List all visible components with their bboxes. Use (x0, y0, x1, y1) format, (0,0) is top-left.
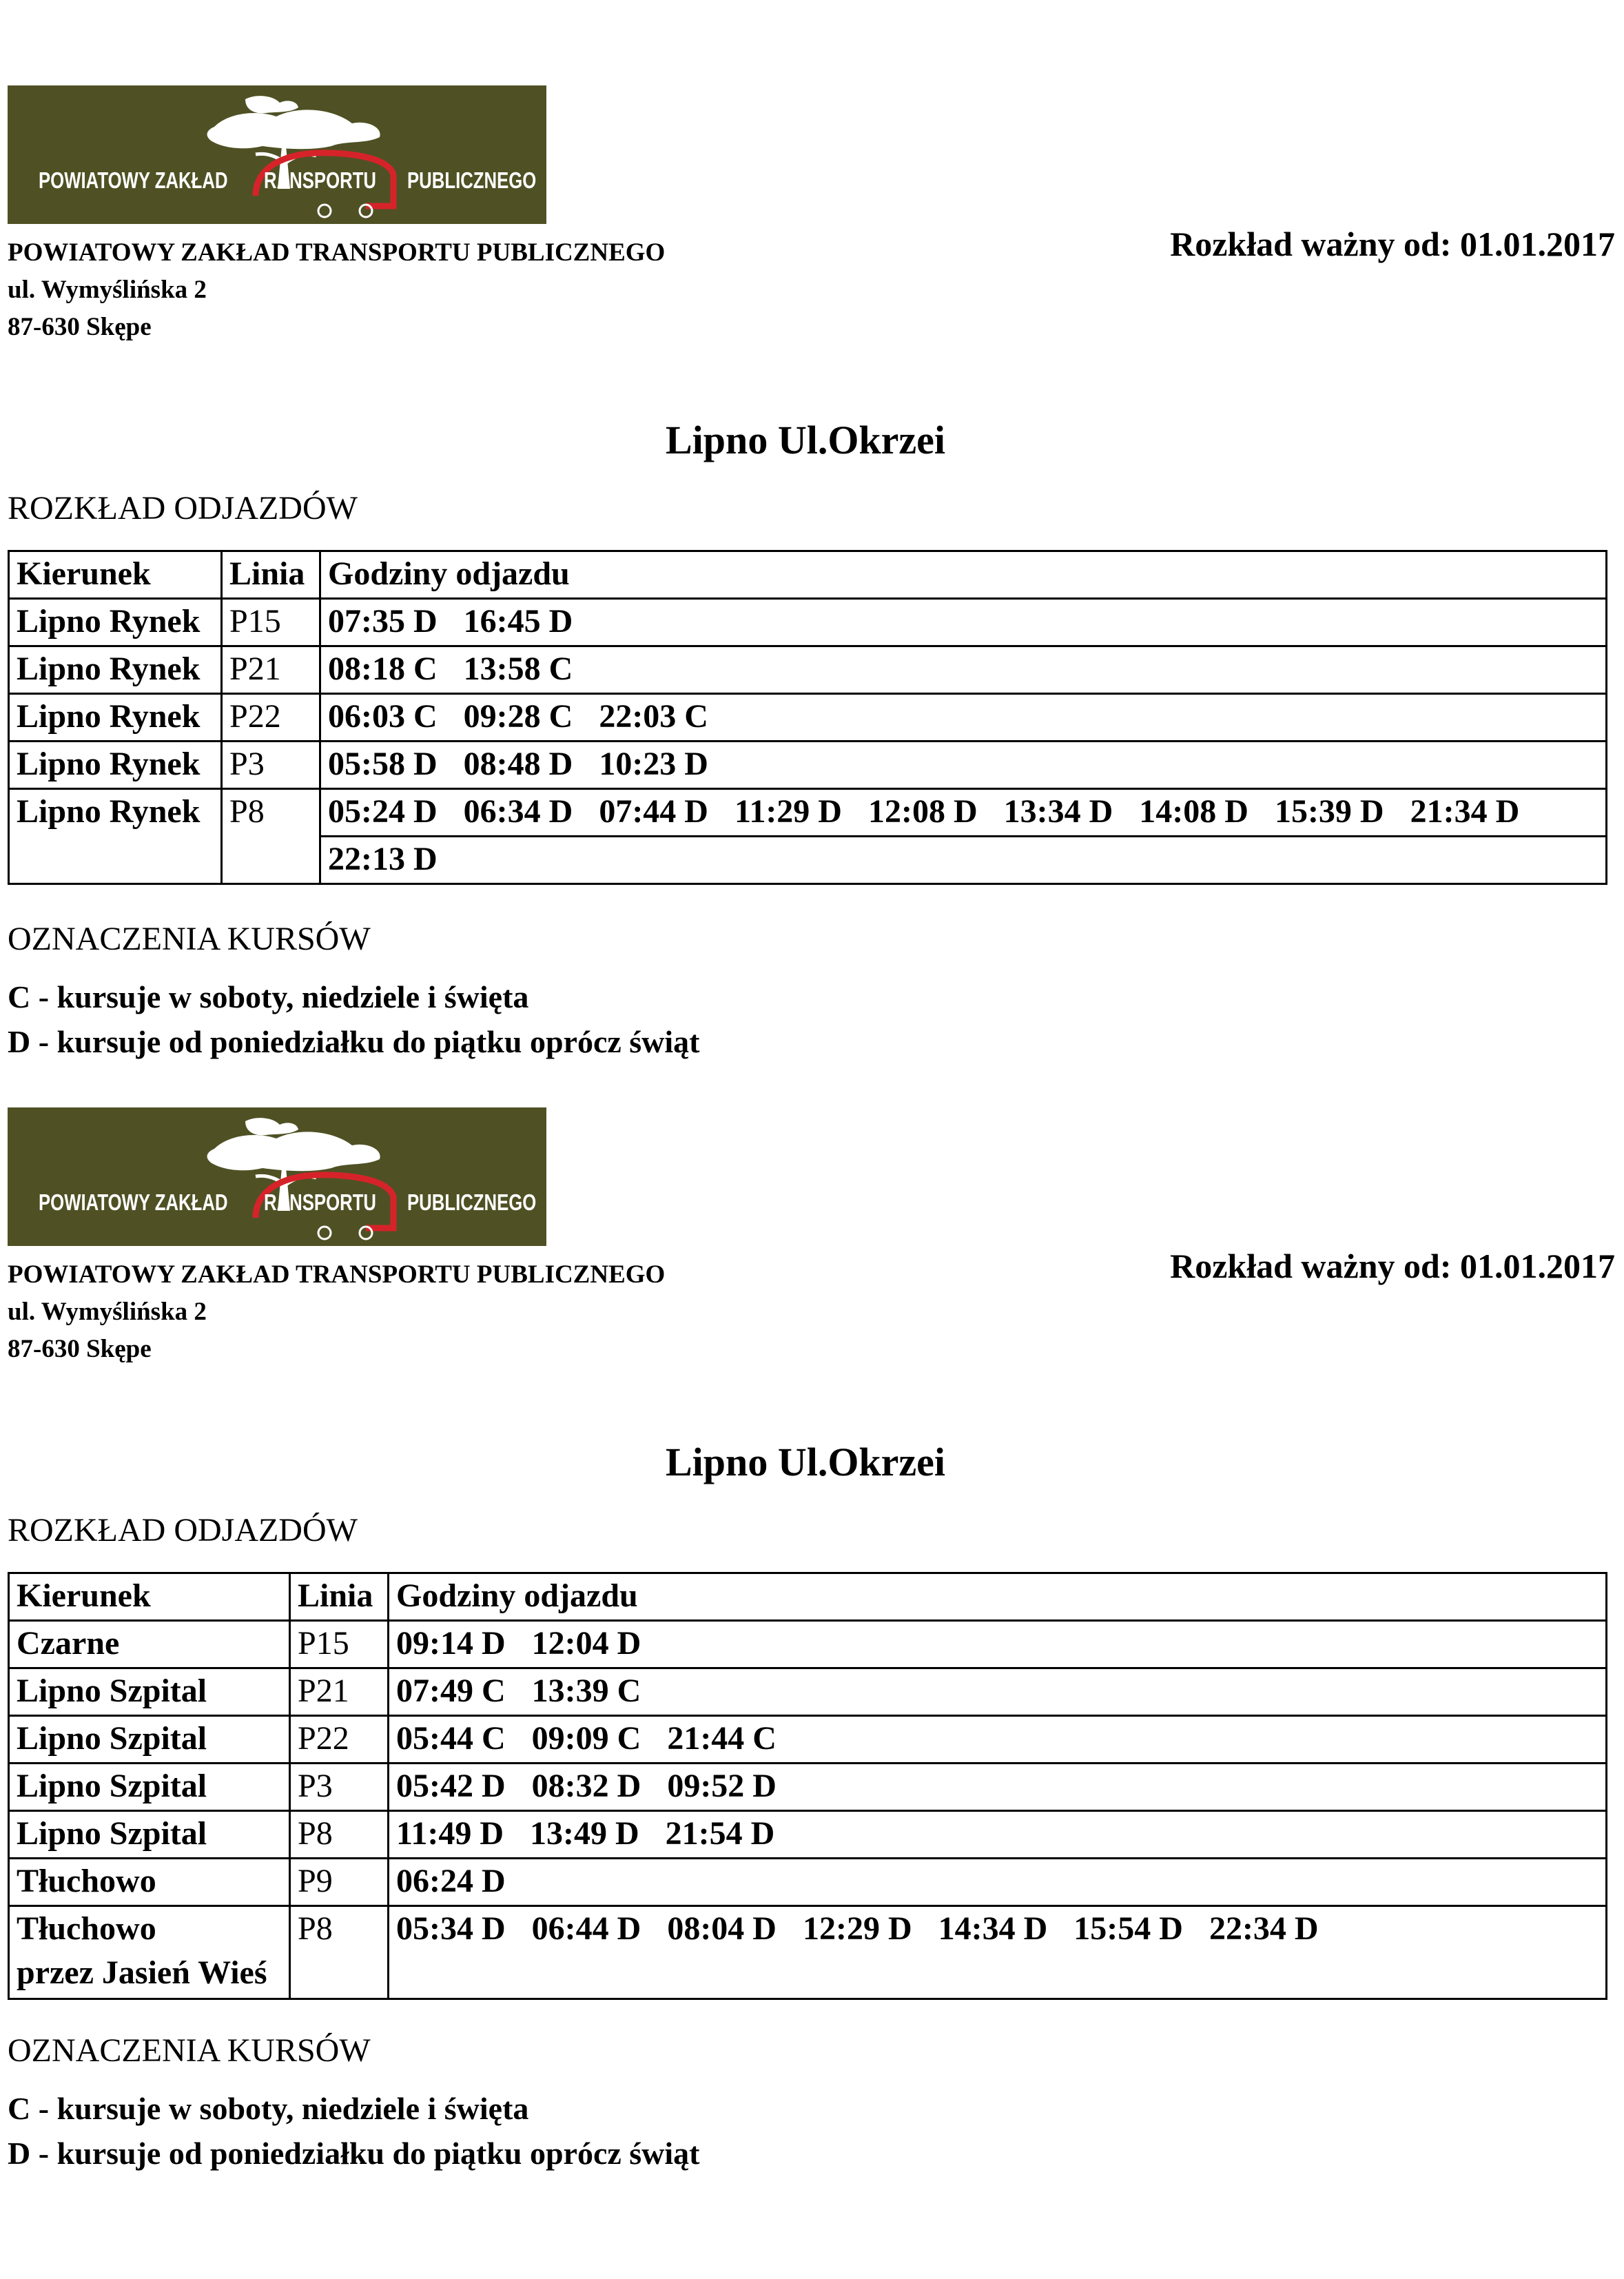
row-times (389, 1716, 1607, 1764)
row-times (320, 694, 1607, 742)
departure-time: 05:42 D (396, 1768, 506, 1804)
logo-text-left: POWIATOWY ZAKŁAD (39, 167, 228, 193)
logo-text-left: POWIATOWY ZAKŁAD (39, 1189, 228, 1215)
departures-table (8, 1572, 1607, 2000)
company-address (8, 1256, 665, 1368)
row-times (389, 1859, 1607, 1906)
departure-time: 06:34 D (463, 793, 573, 830)
table-row (9, 1906, 1607, 1999)
departure-time: 15:54 D (1073, 1910, 1183, 1947)
table-row (9, 646, 1607, 694)
row-line: P3 (222, 742, 320, 789)
row-direction (9, 1906, 290, 1999)
row-line: P21 (290, 1668, 389, 1716)
legend-item-c: C - kursuje w soboty, niedziele i święta (8, 2091, 529, 2126)
departure-time: 05:34 D (396, 1910, 506, 1947)
departure-time: 09:09 C (531, 1720, 641, 1757)
departure-time: 05:58 D (328, 746, 438, 782)
departure-time: 08:48 D (463, 746, 573, 782)
tree-and-bus-logo-icon (8, 85, 546, 224)
row-line: P21 (222, 646, 320, 694)
departure-time: 11:29 D (734, 793, 842, 830)
timetable-section-1 (0, 0, 1624, 1059)
departure-time: 07:49 C (396, 1673, 506, 1709)
departure-time: 06:44 D (531, 1910, 641, 1947)
departure-time: 12:08 D (867, 793, 978, 830)
company-city: 87-630 Skępe (8, 1335, 152, 1363)
table-row (9, 1764, 1607, 1811)
row-line: P15 (222, 599, 320, 646)
table-row (9, 694, 1607, 742)
row-direction-line1: Tłuchowo (17, 1910, 156, 1947)
departure-time: 12:04 D (531, 1625, 641, 1662)
row-times (320, 742, 1607, 789)
legend-title: OZNACZENIA KURSÓW (8, 921, 371, 957)
table-header-row (9, 1573, 1607, 1621)
row-times (389, 1621, 1607, 1668)
table-row (9, 1859, 1607, 1906)
legend-item-c: C - kursuje w soboty, niedziele i święta (8, 979, 529, 1014)
departure-time: 09:52 D (667, 1768, 777, 1804)
table-row (9, 742, 1607, 789)
departure-time: 08:18 C (328, 651, 438, 687)
departure-time: 07:44 D (599, 793, 708, 830)
departure-time: 22:13 D (328, 841, 438, 877)
company-street: ul. Wymyślińska 2 (8, 276, 207, 304)
row-direction: Czarne (9, 1621, 290, 1668)
departure-time: 06:24 D (396, 1863, 506, 1899)
legend-item-d: D - kursuje od poniedziałku do piątku oprócz świąt (8, 1024, 700, 1059)
row-direction: Lipno Rynek (9, 599, 222, 646)
table-row (9, 1811, 1607, 1859)
departure-time: 21:44 C (667, 1720, 777, 1757)
row-direction: Lipno Rynek (9, 789, 222, 884)
header-direction: Kierunek (9, 1573, 290, 1621)
row-times (389, 1811, 1607, 1859)
row-direction: Lipno Rynek (9, 646, 222, 694)
table-row (9, 1668, 1607, 1716)
table-row (9, 789, 1607, 837)
header-line: Linia (290, 1573, 389, 1621)
row-times (389, 1906, 1607, 1999)
row-line: P9 (290, 1859, 389, 1906)
departure-time: 05:44 C (396, 1720, 506, 1757)
header-direction: Kierunek (9, 551, 222, 599)
row-direction: Lipno Szpital (9, 1764, 290, 1811)
row-direction: Lipno Rynek (9, 694, 222, 742)
departure-time: 22:34 D (1209, 1910, 1319, 1947)
tree-and-bus-logo-icon (8, 1107, 546, 1246)
row-line: P8 (290, 1906, 389, 1999)
stop-title: Lipno Ul.Okrzei (666, 1440, 946, 1484)
departure-time: 07:35 D (328, 603, 438, 640)
row-line: P3 (290, 1764, 389, 1811)
row-times (320, 646, 1607, 694)
legend-item-d: D - kursuje od poniedziałku do piątku oprócz świąt (8, 2136, 700, 2171)
valid-from: Rozkład ważny od: 01.01.2017 (1170, 1247, 1615, 1285)
departure-time: 08:32 D (531, 1768, 641, 1804)
legend-title: OZNACZENIA KURSÓW (8, 2032, 371, 2069)
table-row (9, 599, 1607, 646)
row-line: P8 (290, 1811, 389, 1859)
row-line: P22 (290, 1716, 389, 1764)
header-times: Godziny odjazdu (320, 551, 1607, 599)
company-address (8, 234, 665, 346)
departure-time: 21:54 D (665, 1815, 775, 1852)
departure-time: 09:14 D (396, 1625, 506, 1662)
departure-time: 11:49 D (396, 1815, 504, 1852)
departure-time: 16:45 D (463, 603, 573, 640)
row-direction: Lipno Rynek (9, 742, 222, 789)
table-row (9, 1716, 1607, 1764)
departure-time: 15:39 D (1274, 793, 1384, 830)
row-times (320, 837, 1607, 884)
table-header-row (9, 551, 1607, 599)
departure-time: 21:34 D (1410, 793, 1520, 830)
departure-time: 09:28 C (463, 698, 573, 735)
company-name: POWIATOWY ZAKŁAD TRANSPORTU PUBLICZNEGO (8, 238, 666, 267)
departure-time: 05:24 D (328, 793, 438, 830)
departure-time: 22:03 C (599, 698, 708, 735)
logo-text-right: PUBLICZNEGO (407, 1189, 537, 1215)
table-row (9, 1621, 1607, 1668)
timetable-section-2 (0, 1022, 1624, 2279)
header-line: Linia (222, 551, 320, 599)
company-logo (8, 85, 546, 224)
row-times (320, 599, 1607, 646)
row-times (320, 789, 1607, 837)
departure-time: 13:58 C (463, 651, 573, 687)
logo-text-right: PUBLICZNEGO (407, 167, 537, 193)
company-street: ul. Wymyślińska 2 (8, 1298, 207, 1326)
valid-from: Rozkład ważny od: 01.01.2017 (1170, 225, 1615, 263)
row-direction-line2: przez Jasień Wieś (17, 1954, 267, 1991)
row-line: P15 (290, 1621, 389, 1668)
row-line: P22 (222, 694, 320, 742)
departure-time: 14:34 D (938, 1910, 1048, 1947)
logo-text-mid: RANSPORTU (264, 167, 377, 193)
row-direction: Tłuchowo (9, 1859, 290, 1906)
row-direction: Lipno Szpital (9, 1668, 290, 1716)
departure-time: 13:49 D (530, 1815, 639, 1852)
stop-title: Lipno Ul.Okrzei (666, 418, 946, 462)
company-city: 87-630 Skępe (8, 313, 152, 341)
departure-time: 14:08 D (1139, 793, 1248, 830)
row-line: P8 (222, 789, 320, 884)
departure-time: 12:29 D (802, 1910, 912, 1947)
departure-time: 10:23 D (599, 746, 708, 782)
row-direction: Lipno Szpital (9, 1716, 290, 1764)
row-direction: Lipno Szpital (9, 1811, 290, 1859)
logo-text-mid: RANSPORTU (264, 1189, 377, 1215)
row-times (389, 1764, 1607, 1811)
departure-time: 13:39 C (531, 1673, 641, 1709)
departure-time: 06:03 C (328, 698, 438, 735)
departures-table (8, 550, 1607, 885)
company-logo (8, 1107, 546, 1246)
company-name: POWIATOWY ZAKŁAD TRANSPORTU PUBLICZNEGO (8, 1260, 666, 1289)
departure-time: 13:34 D (1003, 793, 1113, 830)
departure-time: 08:04 D (667, 1910, 777, 1947)
schedule-heading: ROZKŁAD ODJAZDÓW (8, 490, 358, 527)
row-times (389, 1668, 1607, 1716)
header-times: Godziny odjazdu (389, 1573, 1607, 1621)
schedule-heading: ROZKŁAD ODJAZDÓW (8, 1512, 358, 1549)
